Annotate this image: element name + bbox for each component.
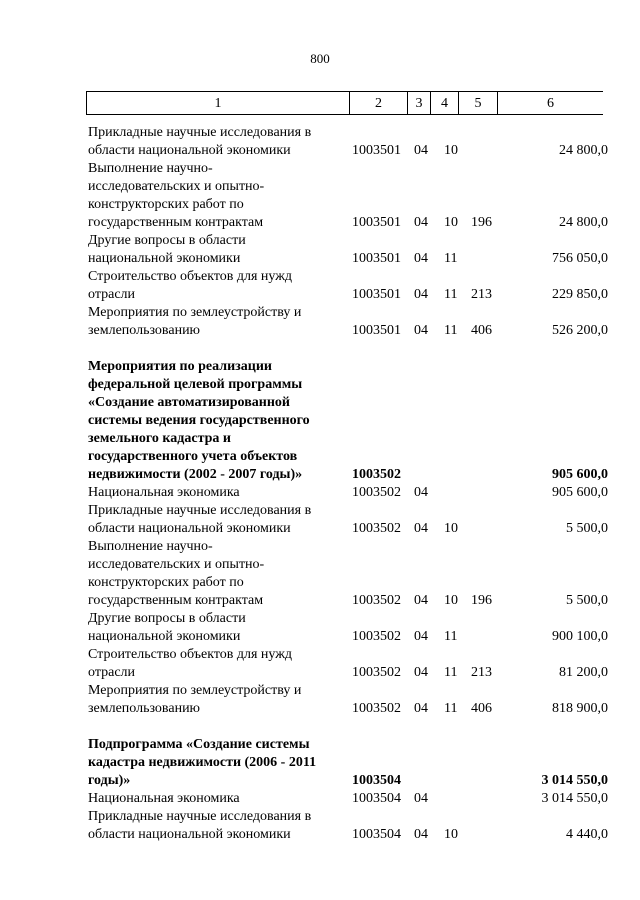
table-row <box>88 736 608 790</box>
row-values <box>88 520 608 538</box>
row-section: 04 <box>414 665 428 680</box>
row-subsection: 11 <box>444 629 458 644</box>
table-row <box>88 790 608 808</box>
table-header <box>86 91 603 115</box>
table-row <box>88 502 608 538</box>
table-row <box>88 304 608 340</box>
page-number: 800 <box>310 51 330 66</box>
row-amount: 900 100,0 <box>552 629 608 644</box>
table-row <box>88 808 608 844</box>
row-subsection: 11 <box>444 665 458 680</box>
row-name: Выполнение научно- исследовательских и опытно- конструкторских работ по государственным контрактам <box>88 539 265 608</box>
table-row <box>88 484 608 502</box>
row-code: 1003504 <box>352 773 401 788</box>
row-values <box>88 322 608 340</box>
row-expense-type: 196 <box>471 593 492 608</box>
table-row <box>88 610 608 646</box>
row-section: 04 <box>414 593 428 608</box>
row-section: 04 <box>414 323 428 338</box>
row-amount: 3 014 550,0 <box>541 791 608 806</box>
row-name: Прикладные научные исследования в области национальной экономики <box>88 125 312 158</box>
row-name: Мероприятия по реализации федеральной целевой программы «Создание автоматизированной системы ведения государственного земельного кадастра и государственного учета объектов недвижимости (2002 - 2007 годы)» <box>88 359 310 482</box>
row-values <box>88 286 608 304</box>
row-subsection: 10 <box>444 521 458 536</box>
table-row <box>88 682 608 718</box>
row-section: 04 <box>414 791 428 806</box>
row-code: 1003504 <box>352 791 401 806</box>
header-col-6: 6 <box>547 96 554 111</box>
row-values <box>88 466 608 484</box>
header-col-2: 2 <box>375 96 382 111</box>
row-code: 1003502 <box>352 701 401 716</box>
row-expense-type: 406 <box>471 323 492 338</box>
table-row <box>88 358 608 484</box>
table-row <box>88 124 608 160</box>
row-code: 1003504 <box>352 827 401 842</box>
row-values <box>88 250 608 268</box>
row-section: 04 <box>414 485 428 500</box>
row-code: 1003501 <box>352 251 401 266</box>
row-name: Другие вопросы в области национальной экономики <box>88 611 246 644</box>
row-name: Другие вопросы в области национальной экономики <box>88 233 246 266</box>
table-row <box>88 160 608 232</box>
row-code: 1003502 <box>352 467 401 482</box>
row-subsection: 11 <box>444 251 458 266</box>
header-col-4: 4 <box>441 96 448 111</box>
row-amount: 24 800,0 <box>559 143 608 158</box>
row-values <box>88 772 608 790</box>
row-values <box>88 214 608 232</box>
row-subsection: 10 <box>444 143 458 158</box>
row-values <box>88 142 608 160</box>
row-expense-type: 213 <box>471 665 492 680</box>
table-row <box>88 646 608 682</box>
row-section: 04 <box>414 827 428 842</box>
row-code: 1003501 <box>352 287 401 302</box>
row-section: 04 <box>414 521 428 536</box>
budget-table-body <box>88 124 608 844</box>
row-name: Национальная экономика <box>88 791 240 806</box>
row-values <box>88 790 608 808</box>
row-code: 1003502 <box>352 485 401 500</box>
table-row <box>88 538 608 610</box>
row-code: 1003501 <box>352 215 401 230</box>
row-code: 1003501 <box>352 323 401 338</box>
row-values <box>88 664 608 682</box>
row-amount: 5 500,0 <box>566 593 608 608</box>
row-name: Мероприятия по землеустройству и землепользованию <box>88 683 302 716</box>
row-amount: 5 500,0 <box>566 521 608 536</box>
row-amount: 24 800,0 <box>559 215 608 230</box>
row-values <box>88 592 608 610</box>
row-name: Строительство объектов для нужд отрасли <box>88 269 293 302</box>
row-amount: 229 850,0 <box>552 287 608 302</box>
header-col-1: 1 <box>214 96 222 111</box>
row-expense-type: 213 <box>471 287 492 302</box>
header-col-3: 3 <box>415 96 423 111</box>
row-section: 04 <box>414 629 428 644</box>
row-amount: 4 440,0 <box>566 827 608 842</box>
row-values <box>88 628 608 646</box>
row-amount: 81 200,0 <box>559 665 608 680</box>
row-expense-type: 196 <box>471 215 492 230</box>
row-code: 1003502 <box>352 629 401 644</box>
row-name: Подпрограмма «Создание системы кадастра недвижимости (2006 - 2011 годы)» <box>88 737 317 788</box>
row-subsection: 10 <box>444 593 458 608</box>
row-amount: 818 900,0 <box>552 701 608 716</box>
row-section: 04 <box>414 701 428 716</box>
row-subsection: 11 <box>444 323 458 338</box>
row-values <box>88 484 608 502</box>
row-values <box>88 826 608 844</box>
row-code: 1003502 <box>352 593 401 608</box>
row-expense-type: 406 <box>471 701 492 716</box>
row-name: Выполнение научно- исследовательских и опытно- конструкторских работ по государственным контрактам <box>88 161 265 230</box>
row-subsection: 10 <box>444 827 458 842</box>
row-code: 1003501 <box>352 143 401 158</box>
row-amount: 905 600,0 <box>552 485 608 500</box>
row-name: Строительство объектов для нужд отрасли <box>88 647 293 680</box>
row-amount: 526 200,0 <box>552 323 608 338</box>
row-name: Прикладные научные исследования в области национальной экономики <box>88 809 312 842</box>
table-row <box>88 268 608 304</box>
table-row <box>88 232 608 268</box>
row-code: 1003502 <box>352 665 401 680</box>
row-section: 04 <box>414 215 428 230</box>
row-subsection: 10 <box>444 215 458 230</box>
row-values <box>88 700 608 718</box>
row-section: 04 <box>414 287 428 302</box>
row-name: Мероприятия по землеустройству и землепользованию <box>88 305 302 338</box>
row-amount: 905 600,0 <box>552 467 608 482</box>
row-code: 1003502 <box>352 521 401 536</box>
header-col-5: 5 <box>474 96 482 111</box>
row-amount: 3 014 550,0 <box>541 773 608 788</box>
row-name: Национальная экономика <box>88 485 240 500</box>
row-subsection: 11 <box>444 287 458 302</box>
row-section: 04 <box>414 143 428 158</box>
row-subsection: 11 <box>444 701 458 716</box>
row-amount: 756 050,0 <box>552 251 608 266</box>
row-section: 04 <box>414 251 428 266</box>
row-name: Прикладные научные исследования в области национальной экономики <box>88 503 312 536</box>
